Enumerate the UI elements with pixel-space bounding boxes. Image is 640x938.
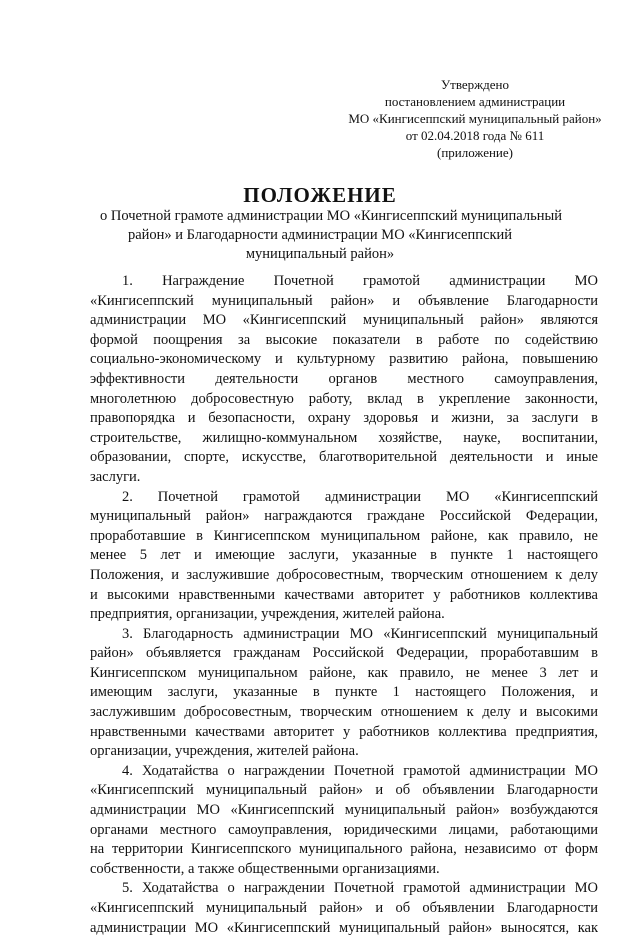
text-line: на территории Кингисеппского муниципального района, независимо от форм xyxy=(90,841,598,858)
text-line: 3. Благодарность администрации МО «Кингисеппский муниципальный xyxy=(122,625,598,642)
text-line: эффективности деятельности органов местного самоуправления, xyxy=(90,370,598,387)
text-line: «Кингисеппский муниципальный район» и об объявлении Благодарности xyxy=(90,900,598,916)
approval-line: (приложение) xyxy=(436,145,513,160)
paragraph-2 xyxy=(90,488,598,625)
approval-line: от 02.04.2018 года № 611 xyxy=(405,128,545,143)
text-line: предприятия, организации, учреждения, жителей района. xyxy=(90,606,445,623)
text-line: органами местного самоуправления, юридическими лицами, работающими xyxy=(90,821,598,838)
text-line: и высокими нравственными качествами авторитет у работников коллектива xyxy=(90,586,598,603)
approval-line: МО «Кингисеппский муниципальный район» xyxy=(348,111,602,126)
text-line: 5. Ходатайства о награждении Почетной грамотой администрации МО xyxy=(122,880,598,897)
paragraph-5 xyxy=(90,879,598,938)
text-line: образовании, спорте, искусстве, благотворительной деятельности и иные xyxy=(90,449,598,466)
text-line: менее 5 лет и имеющие заслуги, указанные в пункте 1 настоящего xyxy=(90,547,598,564)
text-line: собственности, а также общественными организациями. xyxy=(90,860,440,877)
document-body xyxy=(90,272,598,938)
subtitle-line: район» и Благодарности администрации МО «Кингисеппский xyxy=(127,227,513,243)
text-line: администрации МО «Кингисеппский муниципальный район» возбуждаются xyxy=(90,802,598,819)
text-line: муниципальный район» награждаются граждане Российской Федерации, xyxy=(90,508,598,525)
document-subtitle xyxy=(100,207,562,264)
paragraph-1 xyxy=(90,272,598,488)
text-line: «Кингисеппский муниципальный район» и об объявлении Благодарности xyxy=(90,782,598,799)
text-line: 4. Ходатайства о награждении Почетной грамотой администрации МО xyxy=(122,762,598,779)
text-line: социально-экономическому и культурному развитию района, повышению xyxy=(90,351,598,368)
text-line: многолетнюю добросовестную работу, вклад в укрепление законности, xyxy=(90,390,598,407)
text-line: нравственными качествами авторитет у работников коллектива предприятия, xyxy=(90,723,598,740)
paragraph-4 xyxy=(90,762,598,880)
approval-block xyxy=(330,76,620,161)
approval-line: постановлением администрации xyxy=(384,94,566,109)
text-line: заслужившим добросовестным, творческим отношением к делу и высокими xyxy=(90,704,598,721)
text-line: правопорядка и безопасности, охрану здоровья и жизни, за заслуги в xyxy=(90,410,598,427)
text-line: заслуги. xyxy=(90,468,141,485)
approval-line: Утверждено xyxy=(440,77,510,92)
paragraph-3 xyxy=(90,625,598,762)
text-line: Положения, и заслужившие добросовестным, творческим отношением к делу xyxy=(90,566,598,583)
text-line: проработавшие в Кингисеппском муниципальном районе, как правило, не xyxy=(90,527,598,544)
text-line: администрации МО «Кингисеппский муниципальный район» являются xyxy=(90,312,598,329)
text-line: район» объявляется гражданам Российской Федерации, проработавшим в xyxy=(90,645,598,662)
text-line: администрации МО «Кингисеппский муниципальный район» выносятся, как xyxy=(90,919,598,936)
document-title: ПОЛОЖЕНИЕ xyxy=(243,183,397,207)
subtitle-line: муниципальный район» xyxy=(245,246,395,262)
text-line: формой поощрения за высокие показатели в работе по содействию xyxy=(90,331,598,348)
text-line: 2. Почетной грамотой администрации МО «Кингисеппский xyxy=(122,488,598,505)
text-line: «Кингисеппский муниципальный район» и объявление Благодарности xyxy=(90,292,598,309)
subtitle-line: о Почетной грамоте администрации МО «Кингисеппский муниципальный xyxy=(100,208,562,224)
text-line: имеющим заслуги, указанные в пункте 1 настоящего Положения, и xyxy=(90,684,598,701)
text-line: Кингисеппском муниципальном районе, как правило, не менее 3 лет и xyxy=(90,664,598,681)
text-line: строительстве, жилищно-коммунальном хозяйстве, науке, воспитании, xyxy=(90,429,598,446)
text-line: организации, учреждения, жителей района. xyxy=(90,743,359,760)
text-line: 1. Награждение Почетной грамотой администрации МО xyxy=(122,273,598,289)
